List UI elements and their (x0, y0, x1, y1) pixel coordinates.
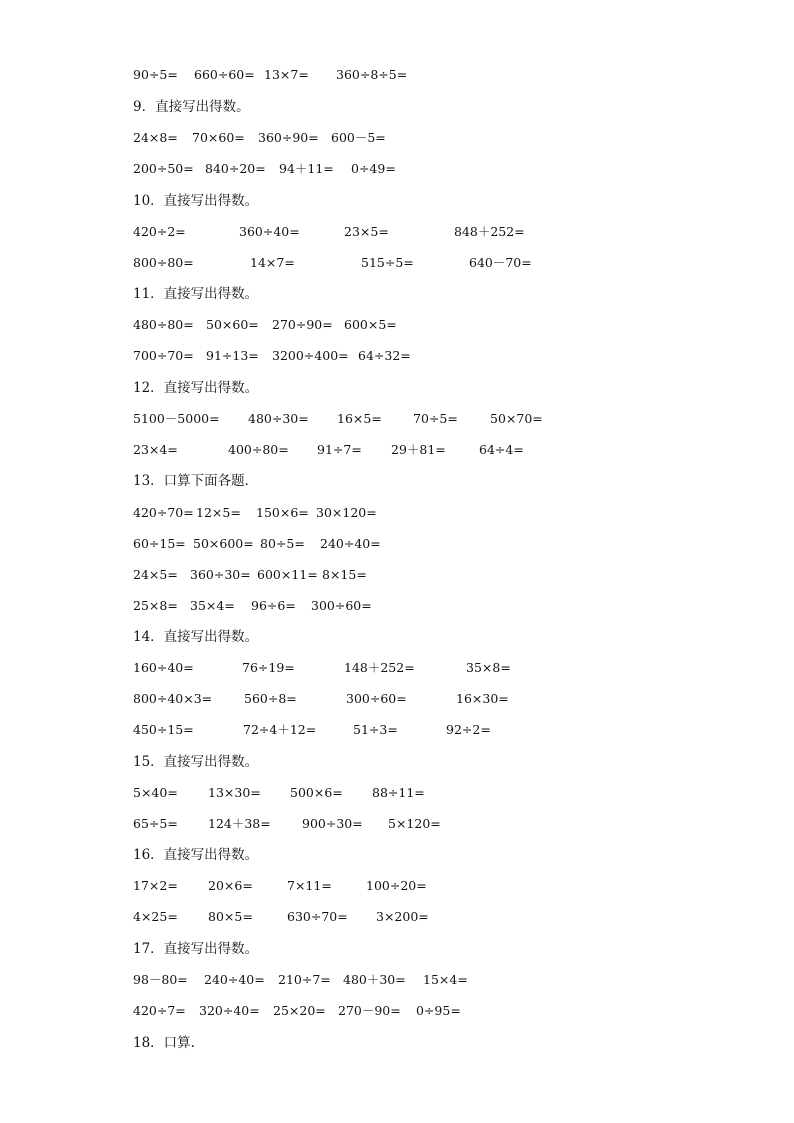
expression-row (0, 720, 794, 740)
question-heading: 13．口算下面各题． (133, 473, 259, 489)
arithmetic-expression: 420÷2= (133, 224, 186, 239)
expression-row (0, 783, 794, 803)
arithmetic-expression: 50×60= (206, 317, 259, 332)
arithmetic-expression: 24×5= (133, 567, 178, 582)
arithmetic-expression: 7×11= (287, 878, 332, 893)
expression-row (0, 596, 794, 616)
arithmetic-expression: 700÷70= (133, 348, 194, 363)
arithmetic-expression: 23×5= (344, 224, 389, 239)
arithmetic-expression: 210÷7= (278, 972, 331, 987)
arithmetic-expression: 240÷40= (204, 972, 265, 987)
arithmetic-expression: 60÷15= (133, 536, 186, 551)
arithmetic-expression: 96÷6= (251, 598, 296, 613)
expression-row (0, 1001, 794, 1021)
arithmetic-expression: 270－90= (338, 1003, 401, 1018)
arithmetic-expression: 70÷5= (413, 411, 458, 426)
arithmetic-expression: 500×6= (290, 785, 343, 800)
expression-row (0, 440, 794, 460)
arithmetic-expression: 50×600= (193, 536, 254, 551)
arithmetic-expression: 50×70= (490, 411, 543, 426)
expression-row (0, 65, 794, 85)
arithmetic-expression: 600×5= (344, 317, 397, 332)
arithmetic-expression: 160÷40= (133, 660, 194, 675)
arithmetic-expression: 35×4= (190, 598, 235, 613)
arithmetic-expression: 400÷80= (228, 442, 289, 457)
arithmetic-expression: 100÷20= (366, 878, 427, 893)
expression-row (0, 658, 794, 678)
arithmetic-expression: 80×5= (208, 909, 253, 924)
arithmetic-expression: 360÷90= (258, 130, 319, 145)
arithmetic-expression: 240÷40= (320, 536, 381, 551)
expression-row (0, 814, 794, 834)
question-heading: 16．直接写出得数。 (133, 847, 259, 863)
arithmetic-expression: 360÷8÷5= (336, 67, 408, 82)
arithmetic-expression: 12×5= (196, 505, 241, 520)
arithmetic-expression: 13×30= (208, 785, 261, 800)
arithmetic-expression: 480÷80= (133, 317, 194, 332)
arithmetic-expression: 660÷60= (194, 67, 255, 82)
expression-row (0, 159, 794, 179)
question-heading: 11．直接写出得数。 (133, 286, 259, 302)
arithmetic-expression: 88÷11= (372, 785, 425, 800)
arithmetic-expression: 270÷90= (272, 317, 333, 332)
arithmetic-expression: 800÷40×3= (133, 691, 213, 706)
arithmetic-expression: 94＋11= (279, 161, 334, 176)
arithmetic-expression: 98－80= (133, 972, 188, 987)
question-heading-row (0, 752, 794, 772)
arithmetic-expression: 124＋38= (208, 816, 271, 831)
arithmetic-expression: 148＋252= (344, 660, 415, 675)
arithmetic-expression: 848＋252= (454, 224, 525, 239)
arithmetic-expression: 17×2= (133, 878, 178, 893)
arithmetic-expression: 630÷70= (287, 909, 348, 924)
arithmetic-expression: 90÷5= (133, 67, 178, 82)
arithmetic-expression: 80÷5= (260, 536, 305, 551)
arithmetic-expression: 480＋30= (343, 972, 406, 987)
arithmetic-expression: 16×5= (337, 411, 382, 426)
arithmetic-expression: 515÷5= (361, 255, 414, 270)
arithmetic-expression: 600×11= (257, 567, 318, 582)
arithmetic-expression: 25×8= (133, 598, 178, 613)
question-heading-row (0, 845, 794, 865)
expression-row (0, 346, 794, 366)
expression-row (0, 689, 794, 709)
question-heading-row (0, 378, 794, 398)
arithmetic-expression: 64÷4= (479, 442, 524, 457)
arithmetic-expression: 72÷4＋12= (243, 722, 317, 737)
question-heading-row (0, 284, 794, 304)
arithmetic-expression: 200÷50= (133, 161, 194, 176)
question-heading: 9．直接写出得数。 (133, 99, 250, 115)
arithmetic-expression: 420÷70= (133, 505, 194, 520)
question-heading: 12．直接写出得数。 (133, 380, 259, 396)
arithmetic-expression: 640－70= (469, 255, 532, 270)
arithmetic-expression: 300÷60= (346, 691, 407, 706)
arithmetic-expression: 450÷15= (133, 722, 194, 737)
question-heading-row (0, 1033, 794, 1053)
question-heading: 17．直接写出得数。 (133, 941, 259, 957)
arithmetic-expression: 5×40= (133, 785, 178, 800)
arithmetic-expression: 14×7= (250, 255, 295, 270)
arithmetic-expression: 91÷7= (317, 442, 362, 457)
expression-row (0, 128, 794, 148)
expression-row (0, 222, 794, 242)
arithmetic-expression: 91÷13= (206, 348, 259, 363)
arithmetic-expression: 29＋81= (391, 442, 446, 457)
arithmetic-expression: 360÷30= (190, 567, 251, 582)
expression-row (0, 409, 794, 429)
arithmetic-expression: 4×25= (133, 909, 178, 924)
expression-row (0, 253, 794, 273)
arithmetic-expression: 64÷32= (358, 348, 411, 363)
expression-row (0, 565, 794, 585)
arithmetic-expression: 840÷20= (205, 161, 266, 176)
question-heading: 18．口算. (133, 1035, 195, 1051)
question-heading: 14．直接写出得数。 (133, 629, 259, 645)
question-heading: 15．直接写出得数。 (133, 754, 259, 770)
arithmetic-expression: 0÷49= (351, 161, 396, 176)
question-heading-row (0, 627, 794, 647)
arithmetic-expression: 320÷40= (199, 1003, 260, 1018)
arithmetic-expression: 600－5= (331, 130, 386, 145)
arithmetic-expression: 3×200= (376, 909, 429, 924)
arithmetic-expression: 15×4= (423, 972, 468, 987)
expression-row (0, 907, 794, 927)
arithmetic-expression: 150×6= (256, 505, 309, 520)
question-heading-row (0, 97, 794, 117)
arithmetic-expression: 25×20= (273, 1003, 326, 1018)
arithmetic-expression: 51÷3= (353, 722, 398, 737)
expression-row (0, 315, 794, 335)
arithmetic-expression: 13×7= (264, 67, 309, 82)
arithmetic-expression: 5×120= (388, 816, 441, 831)
expression-row (0, 534, 794, 554)
expression-row (0, 876, 794, 896)
arithmetic-expression: 800÷80= (133, 255, 194, 270)
arithmetic-expression: 420÷7= (133, 1003, 186, 1018)
arithmetic-expression: 76÷19= (242, 660, 295, 675)
arithmetic-expression: 30×120= (316, 505, 377, 520)
question-heading-row (0, 471, 794, 491)
arithmetic-expression: 16×30= (456, 691, 509, 706)
arithmetic-expression: 24×8= (133, 130, 178, 145)
arithmetic-expression: 65÷5= (133, 816, 178, 831)
expression-row (0, 503, 794, 523)
arithmetic-expression: 300÷60= (311, 598, 372, 613)
arithmetic-expression: 480÷30= (248, 411, 309, 426)
arithmetic-expression: 560÷8= (244, 691, 297, 706)
arithmetic-expression: 23×4= (133, 442, 178, 457)
expression-row (0, 970, 794, 990)
arithmetic-expression: 92÷2= (446, 722, 491, 737)
arithmetic-expression: 8×15= (322, 567, 367, 582)
arithmetic-expression: 0÷95= (416, 1003, 461, 1018)
question-heading-row (0, 191, 794, 211)
arithmetic-expression: 35×8= (466, 660, 511, 675)
arithmetic-expression: 70×60= (192, 130, 245, 145)
arithmetic-expression: 3200÷400= (272, 348, 349, 363)
question-heading-row (0, 939, 794, 959)
arithmetic-expression: 900÷30= (302, 816, 363, 831)
arithmetic-expression: 20×6= (208, 878, 253, 893)
arithmetic-expression: 360÷40= (239, 224, 300, 239)
question-heading: 10．直接写出得数。 (133, 193, 259, 209)
arithmetic-expression: 5100－5000= (133, 411, 220, 426)
